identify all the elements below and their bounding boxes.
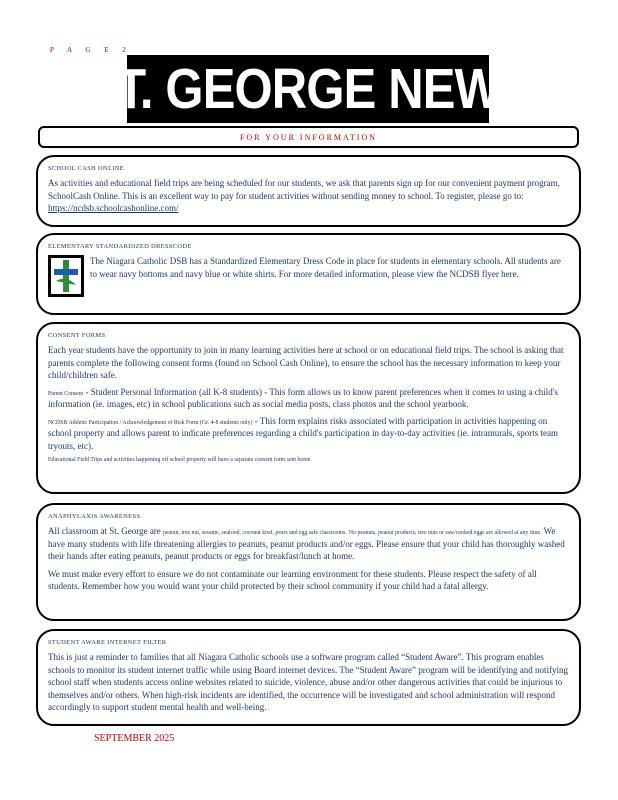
school-cash-link[interactable]: https://ncdsb.schoolcashonline.com/ [48,203,179,213]
newsletter-masthead [84,55,532,123]
fyi-banner: FOR YOUR INFORMATION [38,126,579,148]
page-number: P A G E 2 [50,46,132,54]
section-body: All classroom at St. George are peanut, tree nut, sesame, seafood, coconut kiwi, pears and egg safe classrooms. No peanuts, peanut products, tree nuts or raw/cooked eggs are allowed at any time. We have many students with life threatening allergies to peanuts, peanut products and/or eggs. Please ensure that your child has thoroughly washed their hands after eating peanuts, peanut products or eggs for breakfast/lunch at home. [48,526,565,561]
ncdsb-logo-icon [48,255,84,297]
school-cash-section [36,155,581,227]
section-intro: Each year students have the opportunity to join in many learning activities here at school or on educational field trips. The school is asking that parents complete the following consent forms (found on School Cash Online), to ensure the school has the necessary information to keep your child/children safe. [48,345,564,380]
consent-forms-section [36,322,581,494]
dresscode-section [36,233,581,315]
section-title: ELEMENTARY STANDARDIZED DRESSCODE [48,243,192,250]
consent-note: Educational Field Trips and activities happening off school property will have a separate consent form sent home. [48,457,312,463]
section-title: CONSENT FORMS [48,332,106,339]
masthead-title: ST. GEORGE NEWS [84,56,532,121]
section-body-2: We must make every effort to ensure we do not contaminate our learning environment for these students. Please respect the safety of all students. Remember how you would want your child protected by their school community if your child had a fatal allergy. [48,568,537,591]
section-title: SCHOOL CASH ONLINE [48,165,124,172]
consent-item-personal: Parent Consent - Student Personal Information (all K-8 students) - This form allows us to know parent preferences when it comes to using a child's information (ie. images, etc) in school publications such as social media posts, class photos and the school yearbook. [48,386,558,409]
anaphylaxis-section [36,503,581,621]
consent-item-athletic: NCDSB Athletic Participation / Acknowledgement of Risk Form (Gr. 4-8 students only) - This form explains risks associated with participation in activities happening on school property and allows parent to indicate preferences regarding a child's participation in day-to-day activities (ie. intramurals, sports team tryouts, etc). [48,415,558,451]
section-title: ANAPHYLAXIS AWARENESS [48,513,141,520]
section-body: The Niagara Catholic DSB has a Standardized Elementary Dress Code in place for students in elementary schools. All students are to wear navy bottoms and navy blue or white shirts. For more detailed information, please view the NCDSB flyer here. [90,256,561,279]
section-title: STUDENT AWARE INTERNET FILTER [48,639,167,646]
issue-date: SEPTEMBER 2025 [94,733,175,744]
section-body: As activities and educational field trips are being scheduled for our students, we ask that parents sign up for our convenient payment program, SchoolCash Online. This is an excellent way to pay for student activities without sending money to school. To register, please go to: https://ncdsb.schoolcashonline.com/ [48,178,560,213]
student-aware-section [36,629,581,726]
section-body: This is just a reminder to families that all Niagara Catholic schools use a software program called “Student Aware”. This program enables schools to monitor its student internet traffic while using Board internet devices. The “Student Aware” program will be identifying and notifying school staff when students access online websites related to suicide, violence, abuse and/or other dangerous activities that could be injurious to themselves and/or others. When high-risk incidents are identified, the occurrence will be investigated and school administration will respond accordingly to support student mental health and well-being. [48,652,568,712]
